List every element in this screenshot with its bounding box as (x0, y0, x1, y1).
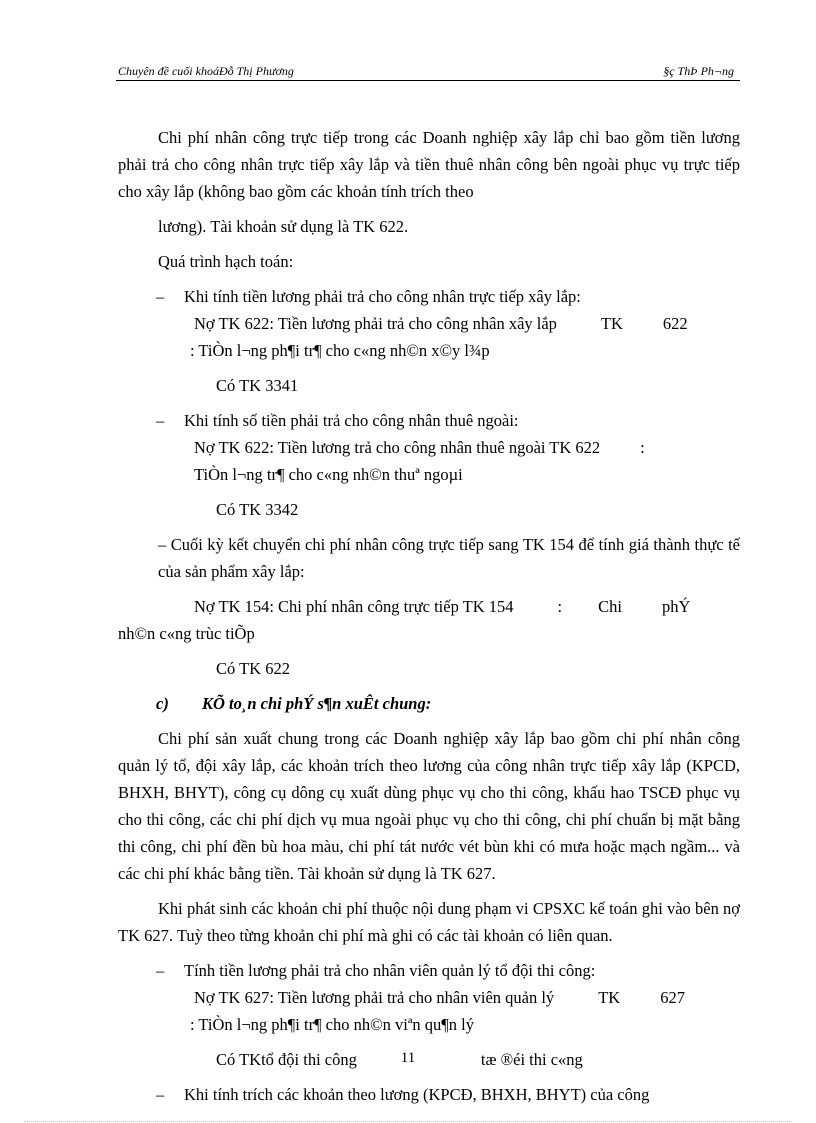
entry-text: Nợ TK 154: Chi phí nhân công trực tiếp TK 154 (194, 597, 514, 616)
journal-entry-2-debit (118, 434, 740, 461)
entry-text: phÝ (661, 597, 691, 616)
dash-bullet: – (156, 1085, 165, 1104)
section-title: KÕ to¸n chi phÝ s¶n xuÊt chung: (202, 694, 432, 713)
paragraph-overhead-recording: Khi phát sinh các khoản chi phí thuộc nội dung phạm vi CPSXC kế toán ghi vào bên nợ TK 627. Tuỳ theo từng khoản chi phí mà ghi có các tài khoản có liên quan. (118, 899, 740, 945)
page-bottom-divider (24, 1121, 792, 1122)
entry-text: TK (598, 988, 621, 1007)
dash-bullet: – (156, 961, 165, 980)
entry-text: tæ ®éi thi c«ng (480, 1050, 583, 1069)
journal-entry-1-credit: Có TK 3341 (216, 376, 299, 395)
journal-entry-3-garbled: nh©n c«ng trùc tiÕp (118, 624, 255, 643)
journal-entry-2-credit: Có TK 3342 (216, 500, 299, 519)
page-body (118, 124, 740, 1108)
paragraph-overhead-costs: Chi phí sản xuất chung trong các Doanh nghiệp xây lắp bao gồm chi phí nhân công quản lý tổ, đội xây lắp, các khoản trích theo lương của công nhân trực tiếp xây lắp (KPCD, BHXH, BHYT), công cụ dông cụ xuất dùng phục vụ cho thi công, khấu hao TSCĐ phục vụ cho thi công, các chi phí dịch vụ mua ngoài phục vụ cho thi công, chi phí chuẩn bị mặt bằng thi công, chi phí đền bù hoa màu, chi phí tát nước vét bùn khi có mưa hoặc mạch ngầm... và các chi phí khác bằng tiền. Tài khoản sử dụng là TK 627. (118, 729, 740, 883)
entry-text: Có TKtổ đội thi công (216, 1050, 357, 1069)
list-item-dash-4 (118, 957, 740, 984)
paragraph-direct-labor-cont: lương). Tài khoản sử dụng là TK 622. (158, 217, 409, 236)
entry-text: : (640, 438, 645, 457)
journal-entry-3-debit (118, 593, 740, 620)
entry-text: Chi (598, 597, 622, 616)
section-number: c) (156, 694, 169, 713)
list-item-text: Khi tính tiền lương phải trả cho công nhân trực tiếp xây lắp: (184, 287, 581, 306)
entry-text: Nợ TK 622: Tiền lương phải trả cho công nhân xây lắp (194, 314, 557, 333)
paragraph-direct-labor: Chi phí nhân công trực tiếp trong các Doanh nghiệp xây lắp chỉ bao gồm tiền lương phải trả cho công nhân trực tiếp xây lắp và tiền thuê nhân công bên ngoài phục vụ trực tiếp cho xây lắp (không bao gồm các khoản tính trích theo (118, 128, 740, 201)
entry-text: : (557, 597, 563, 616)
dash-bullet: – (158, 535, 167, 554)
journal-entry-3-credit: Có TK 622 (216, 659, 290, 678)
running-header-right: §ç ThÞ Ph¬ng (663, 64, 734, 78)
entry-text: Nợ TK 622: Tiền lương trả cho công nhân thuê ngoài TK 622 (194, 438, 601, 457)
paragraph-accounting-process: Quá trình hạch toán: (158, 252, 294, 271)
dash-bullet: – (156, 287, 165, 306)
section-heading-c (118, 690, 740, 717)
list-item-dash-2 (118, 407, 740, 434)
entry-text: 622 (662, 314, 688, 333)
page-number: 11 (400, 1050, 416, 1066)
list-item-dash-5 (118, 1081, 740, 1108)
journal-entry-1-garbled: : TiÒn l¬ng ph¶i tr¶ cho c«ng nh©n x©y l¾p (190, 341, 490, 360)
list-item-text: Cuối kỳ kết chuyển chi phí nhân công trực tiếp sang TK 154 để tính giá thành thực tế của sản phẩm xây lắp: (158, 535, 740, 581)
list-item-text: Khi tính số tiền phải trả cho công nhân thuê ngoài: (184, 411, 519, 430)
running-header-left: Chuyên đề cuối khoáĐỗ Thị Phương (118, 64, 294, 78)
list-item-text: Tính tiền lương phải trả cho nhân viên quản lý tổ đội thi công: (184, 961, 596, 980)
journal-entry-4-garbled: : TiÒn l¬ng ph¶i tr¶ cho nh©n viªn qu¶n lý (190, 1015, 474, 1034)
entry-text: Nợ TK 627: Tiền lương phải trả cho nhân viên quản lý (194, 988, 555, 1007)
journal-entry-2-garbled: TiÒn l¬ng tr¶ cho c«ng nh©n thuª ngoµi (194, 465, 463, 484)
journal-entry-4-debit (118, 984, 740, 1011)
journal-entry-1-debit (118, 310, 740, 337)
list-item-dash-3 (118, 531, 740, 585)
header-rule (116, 80, 740, 81)
entry-text: TK (600, 314, 623, 333)
list-item-text: Khi tính trích các khoản theo lương (KPCĐ, BHXH, BHYT) của công (184, 1085, 650, 1104)
dash-bullet: – (156, 411, 165, 430)
entry-text: 627 (660, 988, 685, 1007)
list-item-dash-1 (118, 283, 740, 310)
